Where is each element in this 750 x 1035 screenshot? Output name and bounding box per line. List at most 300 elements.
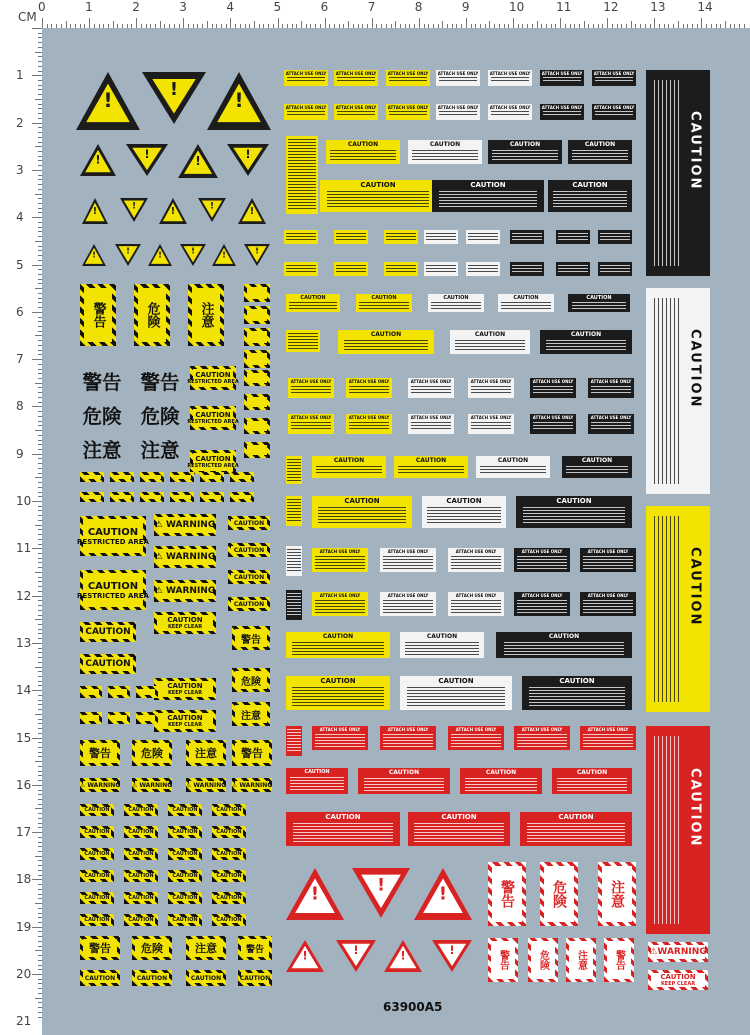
ruler-tick: [35, 288, 42, 289]
ruler-tick: [38, 274, 42, 275]
hazard-title: CAUTION: [216, 829, 242, 835]
ruler-tick: [35, 383, 42, 384]
ruler-tick: [38, 449, 42, 450]
ruler-tick: [38, 629, 42, 630]
placard-fine-print: [654, 80, 682, 266]
ruler-tick: [268, 24, 269, 28]
caution-label: [436, 104, 480, 120]
label-fine-print: [439, 111, 478, 117]
label-title: CAUTION: [559, 677, 595, 685]
kanji-text: 危険: [537, 950, 549, 970]
ruler-tick: [711, 24, 712, 28]
hazard-title: 警告: [241, 634, 261, 646]
hazard-sign-panel: [157, 713, 213, 729]
ruler-tick: [38, 823, 42, 824]
ruler-tick: [38, 350, 42, 351]
tiny-hazard-strip: [108, 712, 130, 724]
ruler-tick: [35, 998, 42, 999]
ruler-tick: [38, 108, 42, 109]
ruler-tick: [358, 24, 359, 28]
svg-text:!: !: [158, 249, 162, 260]
tiny-caution-label: [212, 804, 246, 816]
caution-label: [580, 726, 636, 750]
hazard-title: CAUTION: [84, 807, 110, 813]
label-fine-print: [386, 233, 416, 241]
caution-label: [496, 632, 632, 658]
ruler-tick: [38, 875, 42, 876]
hazard-sign-panel: [187, 409, 239, 427]
ruler-tick: [730, 24, 731, 28]
ruler-left-label: 10: [16, 494, 32, 508]
ruler-tick: [38, 562, 42, 563]
label-fine-print: [427, 507, 501, 525]
svg-text:!: !: [353, 943, 359, 958]
hazard-stripe-sign: [228, 543, 270, 557]
ruler-tick: [35, 146, 42, 147]
ruler-tick: [38, 231, 42, 232]
label-title: CAUTION: [497, 457, 529, 464]
hazard-sign-panel: [77, 519, 149, 553]
label-fine-print: [543, 77, 582, 83]
hazard-title: CAUTION: [172, 873, 198, 879]
hazard-stripe-sign: [80, 740, 120, 766]
ruler-tick: [38, 132, 42, 133]
hazard-title: ⚠ WARNING: [154, 520, 216, 530]
tiny-hazard-strip: [136, 686, 158, 698]
ruler-tick: [565, 24, 566, 28]
tiny-hazard-strip: [170, 472, 194, 482]
hazard-sign-panel: [83, 973, 117, 983]
ruler-tick: [38, 723, 42, 724]
ruler-tick: [38, 728, 42, 729]
label-title: ATTACH USE ONLY: [410, 379, 452, 384]
small-hazard-tag: [244, 442, 270, 458]
hazard-title: CAUTION: [195, 455, 231, 463]
ruler-top-label: 14: [697, 0, 713, 14]
label-fine-print: [315, 556, 364, 569]
ruler-tick: [570, 24, 571, 28]
ruler-tick: [38, 113, 42, 114]
ruler-top-label: 2: [132, 0, 140, 14]
label-title: CAUTION: [429, 141, 461, 148]
caution-label: [598, 262, 632, 276]
tiny-hazard-strip: [230, 492, 254, 502]
kanji-panel-inner: [492, 866, 522, 922]
label-fine-print: [327, 191, 429, 209]
warning-triangle: [236, 196, 268, 226]
ruler-tick: [343, 24, 344, 28]
ruler-tick: [38, 515, 42, 516]
caution-label: [588, 414, 634, 434]
hazard-sign-panel: [189, 939, 223, 957]
small-hazard-tag: [244, 328, 270, 346]
ruler-tick: [38, 80, 42, 81]
ruler-tick: [287, 24, 288, 28]
hazard-sign-panel: [157, 615, 213, 631]
tiny-hazard-strip: [80, 686, 102, 698]
ruler-tick: [38, 884, 42, 885]
svg-text:!: !: [249, 206, 255, 217]
ruler-tick: [38, 846, 42, 847]
red-kanji-panel: [488, 862, 526, 926]
label-title: ATTACH USE ONLY: [593, 105, 635, 110]
ruler-tick: [38, 354, 42, 355]
label-fine-print: [426, 233, 456, 241]
caution-label: [422, 496, 506, 528]
hazard-title: 警告: [89, 942, 111, 955]
caution-label: [400, 676, 512, 710]
label-title: CAUTION: [347, 141, 379, 148]
ruler-tick: [51, 24, 52, 28]
ruler-left-label: 1: [16, 68, 24, 83]
hazard-title: CAUTION: [167, 682, 203, 690]
label-title: CAUTION: [320, 677, 356, 685]
hazard-sign-panel: [215, 829, 243, 835]
kanji-text: 注意: [609, 880, 625, 908]
ruler-tick: [32, 690, 42, 691]
caution-label: [358, 768, 450, 794]
kanji-text: 警告: [497, 950, 509, 970]
label-fine-print: [292, 642, 384, 655]
label-fine-print: [292, 687, 384, 707]
caution-label: [436, 70, 480, 86]
svg-text:!: !: [92, 206, 98, 217]
ruler-tick: [150, 24, 151, 28]
red-warning-triangle: [284, 866, 346, 922]
small-hazard-tag: [244, 370, 270, 386]
hazard-title: CAUTION: [660, 973, 696, 981]
label-title: CAUTION: [438, 677, 474, 685]
red-kanji-panel: [528, 938, 558, 982]
caution-label: [334, 230, 368, 244]
caution-label: [468, 378, 514, 398]
ruler-tick: [739, 24, 740, 28]
label-fine-print: [290, 777, 345, 791]
warning-triangle: [80, 196, 110, 226]
caution-label: [346, 378, 392, 398]
ruler-tick: [428, 24, 429, 28]
caution-label: [286, 726, 302, 756]
ruler-tick: [183, 18, 184, 28]
hazard-title: CAUTION: [85, 659, 131, 669]
label-fine-print: [431, 302, 480, 309]
ruler-tick: [35, 430, 42, 431]
ruler-tick: [664, 24, 665, 28]
caution-label: [450, 330, 530, 354]
ruler-tick: [35, 856, 42, 857]
ruler-left-label: 8: [16, 399, 24, 414]
label-fine-print: [533, 386, 574, 395]
ruler-tick: [584, 21, 585, 28]
ruler-top-label: 9: [461, 0, 470, 14]
hazard-title: 注意: [241, 710, 261, 722]
caution-label: [468, 414, 514, 434]
ruler-tick: [38, 842, 42, 843]
label-title: ATTACH USE ONLY: [410, 415, 452, 420]
ruler-tick: [38, 709, 42, 710]
hazard-stripe-sign: [187, 450, 239, 474]
caution-label: [326, 140, 400, 164]
hazard-sign-panel: [233, 475, 251, 479]
ruler-tick: [207, 21, 208, 28]
kanji-sign: [76, 434, 128, 464]
kanji-sign: [76, 400, 128, 430]
hazard-sign-panel: [83, 873, 111, 879]
ruler-tick: [720, 24, 721, 28]
hazard-title: CAUTION: [84, 829, 110, 835]
kanji-panel-inner: [569, 941, 593, 979]
ruler-unit-label: CM: [18, 10, 37, 24]
label-fine-print: [344, 340, 429, 351]
ruler-tick: [94, 24, 95, 28]
kanji-panel-inner: [84, 288, 112, 342]
hazard-stripe-sign: [232, 778, 272, 792]
ruler-tick: [38, 482, 42, 483]
ruler-tick: [197, 24, 198, 28]
label-fine-print: [288, 333, 318, 349]
svg-text:!: !: [400, 948, 406, 963]
svg-text:!: !: [245, 147, 251, 162]
tiny-caution-label: [80, 914, 114, 926]
hazard-sign-panel: [83, 829, 111, 835]
ruler-tick: [113, 21, 114, 28]
tiny-caution-label: [124, 804, 158, 816]
placard-title: CAUTION: [687, 767, 703, 847]
warning-triangle: [178, 242, 208, 268]
hazard-title: CAUTION: [84, 974, 116, 982]
label-fine-print: [451, 734, 500, 747]
tiny-caution-label: [212, 848, 246, 860]
kanji-panel-inner: [602, 866, 632, 922]
ruler-tick: [38, 425, 42, 426]
label-title: CAUTION: [441, 813, 477, 821]
hazard-sign-panel: [247, 353, 267, 365]
tiny-caution-label: [124, 848, 158, 860]
hazard-sign-panel: [233, 495, 251, 499]
hazard-sign-panel: [171, 807, 199, 813]
caution-label: [356, 294, 412, 312]
hazard-sign-panel: [247, 287, 267, 299]
ruler-tick: [602, 24, 603, 28]
ruler-tick: [38, 591, 42, 592]
ruler-tick: [38, 827, 42, 828]
hazard-stripe-sign: [154, 612, 216, 634]
ruler-tick: [315, 24, 316, 28]
ruler-tick: [38, 534, 42, 535]
caution-label: [384, 230, 418, 244]
ruler-tick: [38, 283, 42, 284]
ruler-tick: [673, 24, 674, 28]
tiny-hazard-strip: [80, 712, 102, 724]
label-fine-print: [412, 150, 477, 161]
hazard-title: ⚠ WARNING: [131, 781, 173, 789]
hazard-sign-panel: [139, 689, 155, 695]
ruler-tick: [668, 24, 669, 28]
ruler-tick: [38, 458, 42, 459]
caution-label: [448, 726, 504, 750]
ruler-tick: [38, 624, 42, 625]
ruler-tick: [259, 24, 260, 28]
warning-triangle: [74, 70, 142, 132]
label-fine-print: [583, 600, 632, 613]
svg-text:!: !: [195, 153, 201, 168]
hazard-subtitle: RESTRICTED AREA: [187, 379, 239, 385]
hazard-sign-panel: [143, 475, 161, 479]
label-fine-print: [600, 265, 630, 273]
label-fine-print: [287, 77, 326, 83]
ruler-tick: [372, 18, 373, 28]
caution-label: [510, 262, 544, 276]
kanji-text: 注意: [198, 302, 214, 328]
ruler-tick: [38, 212, 42, 213]
hazard-subtitle: KEEP CLEAR: [167, 624, 203, 630]
hazard-sign-panel: [185, 781, 227, 789]
ruler-tick: [38, 142, 42, 143]
hazard-stripe-sign: [228, 516, 270, 530]
caution-label: [284, 230, 318, 244]
tiny-hazard-strip: [136, 712, 158, 724]
ruler-tick: [38, 416, 42, 417]
label-fine-print: [527, 823, 626, 843]
ruler-tick: [607, 18, 608, 28]
ruler-tick: [32, 75, 42, 76]
red-warning-triangle: [284, 938, 326, 974]
ruler-tick: [38, 411, 42, 412]
kanji-text: 注意: [575, 950, 587, 970]
ruler-tick: [38, 955, 42, 956]
label-fine-print: [349, 422, 390, 431]
label-title: CAUTION: [370, 331, 402, 338]
caution-label: [598, 230, 632, 244]
ruler-tick: [362, 24, 363, 28]
caution-label: [384, 262, 418, 276]
hazard-sign-panel: [127, 807, 155, 813]
caution-label: [286, 768, 348, 794]
ruler-tick: [35, 477, 42, 478]
label-fine-print: [591, 422, 632, 431]
hazard-sign-panel: [235, 743, 269, 763]
ruler-left-label: 12: [16, 588, 32, 603]
ruler-tick: [499, 24, 500, 28]
label-title: ATTACH USE ONLY: [587, 727, 629, 732]
label-fine-print: [287, 111, 326, 117]
hazard-sign-panel: [83, 495, 101, 499]
placard-title: CAUTION: [687, 111, 703, 191]
ruler-tick: [296, 24, 297, 28]
ruler-tick: [38, 965, 42, 966]
caution-label: [338, 330, 434, 354]
ruler-tick: [38, 860, 42, 861]
label-fine-print: [359, 302, 408, 309]
label-fine-print: [318, 507, 406, 525]
ruler-tick: [32, 454, 42, 455]
hazard-sign-panel: [113, 475, 131, 479]
label-fine-print: [471, 422, 512, 431]
ruler-tick: [38, 487, 42, 488]
label-fine-print: [315, 600, 364, 613]
label-fine-print: [572, 150, 628, 161]
ruler-tick: [117, 24, 118, 28]
ruler-tick: [38, 894, 42, 895]
caution-label: [286, 294, 340, 312]
ruler-tick: [38, 993, 42, 994]
ruler-tick: [38, 222, 42, 223]
hazard-title: CAUTION: [172, 917, 198, 923]
ruler-left-label: 14: [16, 683, 32, 698]
label-fine-print: [316, 466, 381, 475]
hazard-sign-panel: [215, 851, 243, 857]
hazard-title: CAUTION: [172, 895, 198, 901]
label-fine-print: [600, 233, 630, 241]
ruler-tick: [38, 733, 42, 734]
caution-label: [556, 262, 590, 276]
kanji-panel-inner: [192, 288, 220, 342]
ruler-tick: [32, 548, 42, 549]
caution-label: [312, 456, 386, 478]
ruler-tick: [560, 18, 561, 28]
tiny-caution-label: [124, 870, 158, 882]
tiny-caution-label: [80, 804, 114, 816]
caution-label: [286, 546, 302, 576]
ruler-tick: [38, 160, 42, 161]
ruler-tick: [122, 24, 123, 28]
ruler-tick: [38, 104, 42, 105]
placard-fine-print: [654, 298, 682, 484]
caution-label: [548, 180, 632, 212]
caution-label: [498, 294, 554, 312]
hazard-sign-panel: [187, 453, 239, 471]
ruler-tick: [141, 24, 142, 28]
tiny-hazard-strip: [110, 492, 134, 502]
ruler-tick: [75, 24, 76, 28]
kanji-panel-inner: [544, 866, 574, 922]
caution-label: [312, 496, 412, 528]
ruler-tick: [38, 600, 42, 601]
caution-label: [346, 414, 392, 434]
hazard-sign-panel: [171, 829, 199, 835]
label-title: ATTACH USE ONLY: [470, 379, 512, 384]
ruler-tick: [38, 704, 42, 705]
ruler-tick: [99, 24, 100, 28]
ruler-tick: [38, 936, 42, 937]
hazard-sign-panel: [83, 851, 111, 857]
caution-label: [286, 590, 302, 620]
ruler-tick: [35, 335, 42, 336]
svg-text:!: !: [377, 875, 385, 896]
label-fine-print: [287, 729, 301, 753]
ruler-tick: [108, 24, 109, 28]
ruler-tick: [593, 24, 594, 28]
hazard-title: 警告: [245, 944, 264, 955]
ruler-tick: [254, 21, 255, 28]
hazard-sign-panel: [83, 939, 117, 957]
warning-triangle: [205, 70, 273, 132]
hazard-title: CAUTION: [216, 851, 242, 857]
caution-label: [510, 230, 544, 244]
ruler-tick: [320, 24, 321, 28]
label-fine-print: [546, 340, 627, 351]
svg-text:!: !: [255, 245, 259, 256]
ruler-tick: [38, 255, 42, 256]
label-fine-print: [426, 265, 456, 273]
hazard-sign-panel: [215, 895, 243, 901]
label-fine-print: [337, 111, 376, 117]
caution-label: [284, 104, 328, 120]
svg-text:!: !: [126, 245, 130, 256]
hazard-title: 危険: [141, 942, 163, 955]
ruler-tick: [621, 24, 622, 28]
red-warning-triangle: [412, 866, 474, 922]
